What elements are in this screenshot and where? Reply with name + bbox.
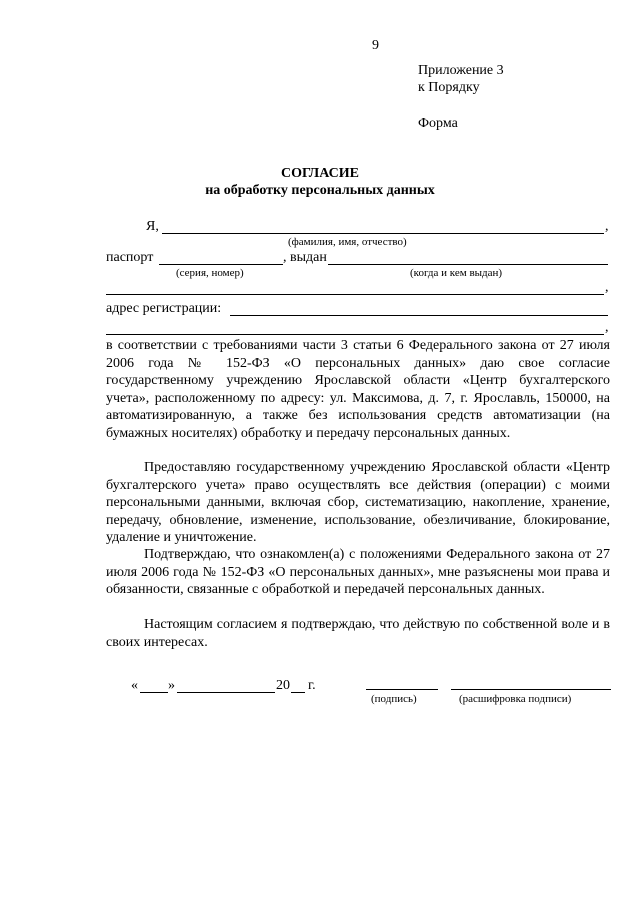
- decoding-caption: (расшифровка подписи): [459, 693, 572, 705]
- date-close-quote: »: [168, 678, 175, 693]
- year-suffix: г.: [308, 678, 316, 693]
- appendix-line-2: к Порядку: [418, 80, 480, 95]
- date-open-quote: «: [131, 678, 138, 693]
- year-prefix: 20: [276, 678, 290, 693]
- signature-field-line[interactable]: [366, 689, 438, 690]
- fio-comma: ,: [605, 219, 609, 234]
- issued-label: , выдан: [283, 250, 327, 265]
- page-number: 9: [372, 38, 379, 53]
- address-comma: ,: [605, 320, 609, 335]
- passport-label: паспорт: [106, 250, 154, 265]
- month-field-line[interactable]: [177, 692, 275, 693]
- day-field-line[interactable]: [140, 692, 168, 693]
- passport-issued-line[interactable]: [328, 264, 608, 265]
- series-caption: (серия, номер): [176, 267, 244, 279]
- paragraph-free-will: Настоящим согласием я подтверждаю, что действую по собственной воле и в своих интересах.: [106, 617, 610, 650]
- fio-caption: (фамилия, имя, отчество): [288, 236, 407, 248]
- i-label: Я,: [146, 219, 159, 234]
- signature-decoding-line[interactable]: [451, 689, 611, 690]
- when-caption: (когда и кем выдан): [410, 267, 503, 279]
- year-field-line[interactable]: [291, 692, 305, 693]
- appendix-line-1: Приложение 3: [418, 63, 504, 78]
- address-field-line[interactable]: [230, 315, 608, 316]
- document-title: СОГЛАСИЕ: [281, 166, 359, 181]
- form-label: Форма: [418, 116, 458, 131]
- passport-series-line[interactable]: [159, 264, 283, 265]
- issued-continuation-line[interactable]: [106, 294, 604, 295]
- document-subtitle: на обработку персональных данных: [205, 183, 435, 198]
- paragraph-legal-basis: в соответствии с требованиями части 3 статьи 6 Федерального закона от 27 июля 2006 года № 152-ФЗ «О персональных данных» даю свое согласие государственному учреждению Ярославской области «Центр бухгалтерского учета», расположенному по адресу: ул. Максимова, д. 7, г. Ярославль, 150000, на автоматизированную, а также без использования средств автоматизации (на бумажных носителях) обработку и передачу персональных данных.: [106, 338, 610, 441]
- fio-field-line[interactable]: [162, 233, 604, 234]
- paragraph-acknowledgement: Подтверждаю, что ознакомлен(а) с положениями Федерального закона от 27 июля 2006 года № 152-ФЗ «О персональных данных», мне разъяснены мои права и обязанности, связанные с обработкой и передачей персональных данных.: [106, 547, 610, 598]
- address-continuation-line[interactable]: [106, 334, 604, 335]
- continuation-comma: ,: [605, 280, 609, 295]
- address-label: адрес регистрации:: [106, 301, 222, 316]
- paragraph-grant-rights: Предоставляю государственному учреждению Ярославской области «Центр бухгалтерского учета» право осуществлять все действия (операции) с моими персональными данными, включая сбор, систематизацию, накопление, хранение, передачу, обновление, изменение, использование, обезличивание, блокирование, удаление и уничтожение.: [106, 460, 610, 546]
- signature-caption: (подпись): [371, 693, 417, 705]
